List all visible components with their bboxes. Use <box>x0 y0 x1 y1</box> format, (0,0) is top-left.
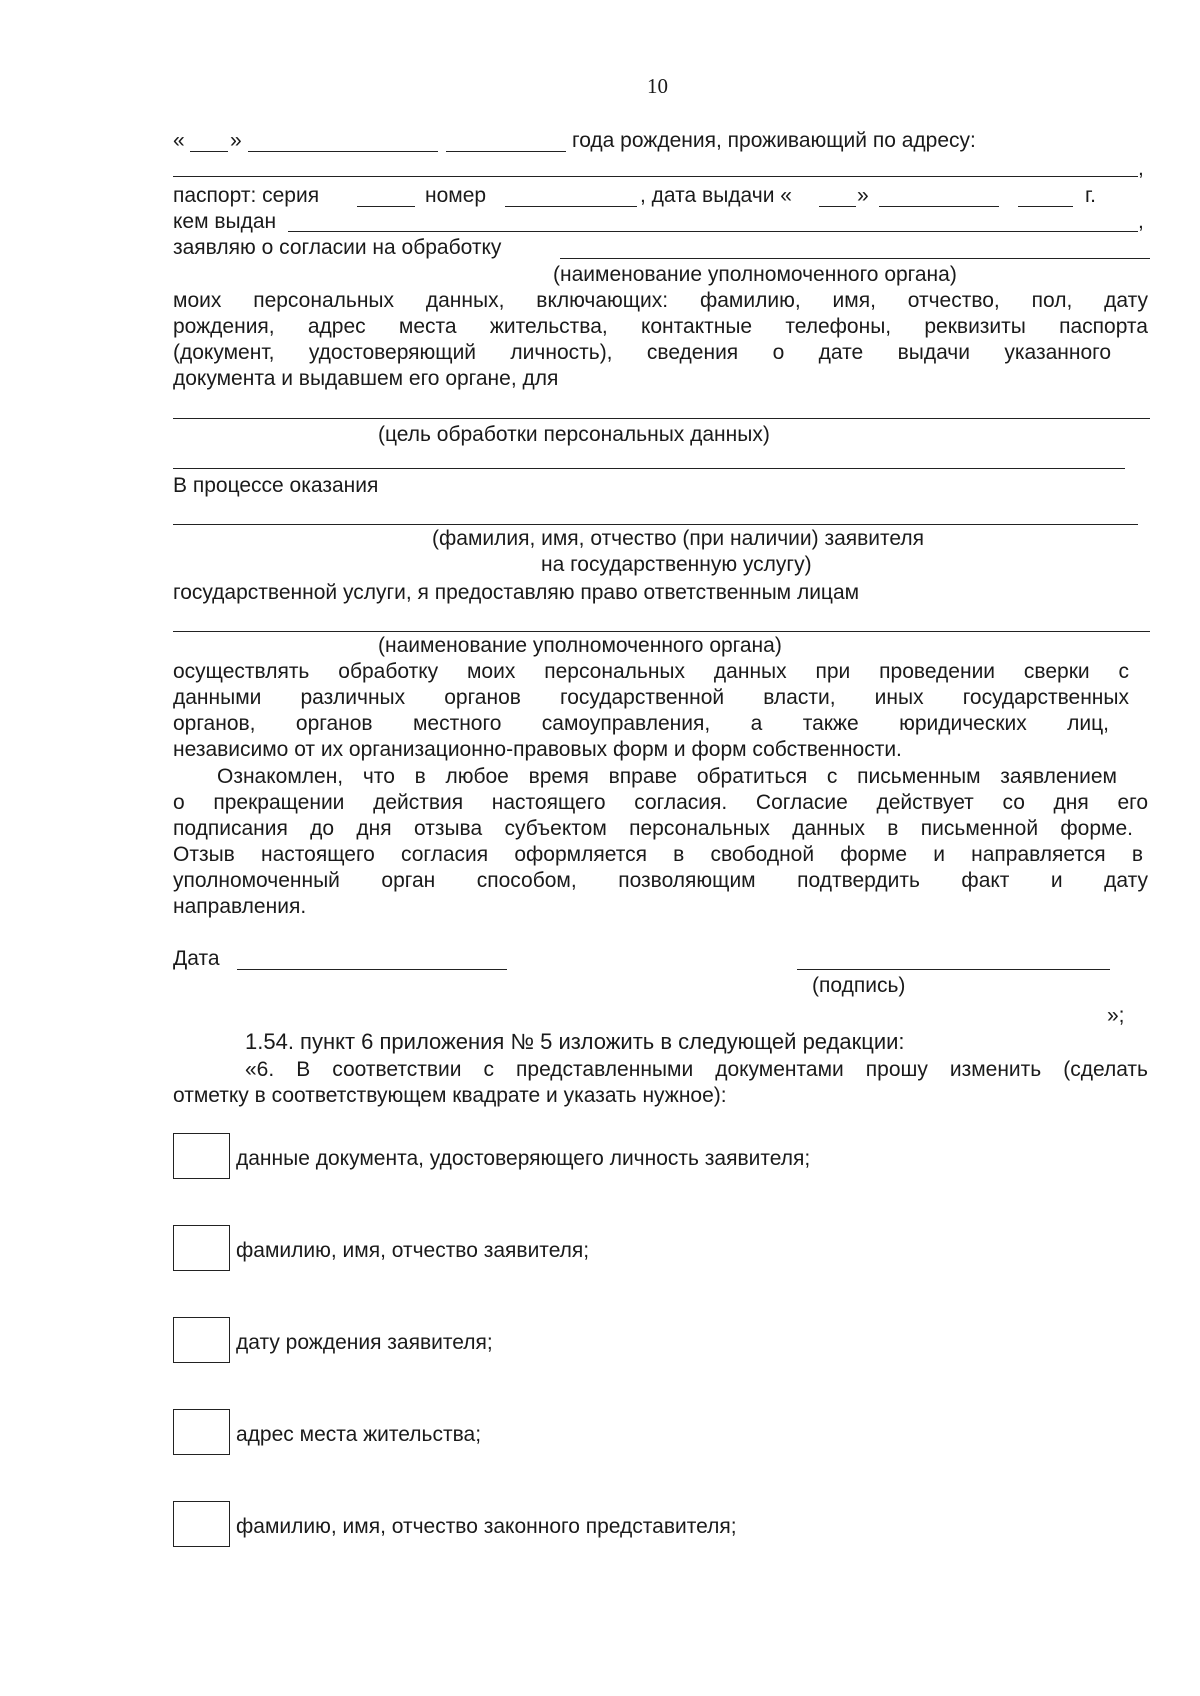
passport-number-line[interactable] <box>505 206 637 207</box>
option-label: фамилию, имя, отчество законного представителя; <box>236 1515 737 1538</box>
purpose-caption: (цель обработки персональных данных) <box>378 423 770 446</box>
amendment-intro-first: «6. В соответствии с представленными документами прошу изменить (сделать <box>245 1058 1148 1081</box>
paragraph3-last: направления. <box>173 895 307 918</box>
paragraph3-line: уполномоченный орган способом, позволяющим подтвердить факт и дату <box>173 869 1148 892</box>
birth-day-line[interactable] <box>190 151 228 152</box>
address-line[interactable] <box>173 176 1138 177</box>
issued-by-label: кем выдан <box>173 210 277 233</box>
amendment-intro-second: отметку в соответствующем квадрате и указать нужное): <box>173 1084 727 1107</box>
option-checkbox[interactable] <box>173 1225 230 1271</box>
issued-by-line[interactable] <box>288 231 1138 232</box>
paragraph1-last: документа и выдавшем его органе, для <box>173 367 559 390</box>
applicant-caption-1: (фамилия, имя, отчество (при наличии) заявителя <box>432 527 925 550</box>
birth-year-line[interactable] <box>446 151 566 152</box>
paragraph2-last: независимо от их организационно-правовых форм и форм собственности. <box>173 738 902 761</box>
applicant-caption-2: на государственную услугу) <box>541 553 812 576</box>
paragraph3-line: о прекращении действия настоящего согласия. Согласие действует со дня его <box>173 791 1148 814</box>
quote-close: » <box>230 129 242 152</box>
paragraph3-first: Ознакомлен, что в любое время вправе обратиться с письменным заявлением <box>217 765 1117 788</box>
purpose-line[interactable] <box>173 418 1150 419</box>
paragraph2-line: осуществлять обработку моих персональных данных при проведении сверки с <box>173 660 1129 683</box>
passport-series-line[interactable] <box>357 206 415 207</box>
authority-caption-1: (наименование уполномоченного органа) <box>553 263 957 286</box>
paragraph1-line: (документ, удостоверяющий личность), сведения о дате выдачи указанного <box>173 341 1111 364</box>
issued-by-comma: , <box>1138 210 1144 233</box>
quote-open: « <box>173 129 185 152</box>
birth-address-label: года рождения, проживающий по адресу: <box>572 129 976 152</box>
applicant-line[interactable] <box>173 524 1138 525</box>
passport-month-line[interactable] <box>879 206 999 207</box>
option-checkbox[interactable] <box>173 1409 230 1455</box>
authority-caption-2: (наименование уполномоченного органа) <box>378 634 782 657</box>
option-label: дату рождения заявителя; <box>236 1331 493 1354</box>
birth-month-line[interactable] <box>248 151 438 152</box>
state-service-line: государственной услуги, я предоставляю право ответственным лицам <box>173 581 860 604</box>
consent-statement: заявляю о согласии на обработку <box>173 236 502 259</box>
authority-line-2[interactable] <box>173 631 1150 632</box>
paragraph2-line: данными различных органов государственной власти, иных государственных <box>173 686 1129 709</box>
passport-number-label: номер <box>425 184 487 207</box>
date-label: Дата <box>173 947 220 970</box>
option-checkbox[interactable] <box>173 1133 230 1179</box>
passport-date-close: » <box>857 184 869 207</box>
option-label: адрес места жительства; <box>236 1423 482 1446</box>
option-label: данные документа, удостоверяющего личность заявителя; <box>236 1147 811 1170</box>
page-number: 10 <box>647 74 668 98</box>
paragraph2-line: органов, органов местного самоуправления, а также юридических лиц, <box>173 712 1109 735</box>
blank-line[interactable] <box>173 468 1125 469</box>
signature-caption: (подпись) <box>812 974 906 997</box>
passport-year-line[interactable] <box>1018 206 1073 207</box>
option-checkbox[interactable] <box>173 1317 230 1363</box>
paragraph3-line: подписания до дня отзыва субъектом персональных данных в письменной форме. <box>173 817 1133 840</box>
passport-date-label: , дата выдачи « <box>640 184 792 207</box>
in-process-label: В процессе оказания <box>173 474 379 497</box>
amendment-heading: 1.54. пункт 6 приложения № 5 изложить в следующей редакции: <box>245 1029 905 1054</box>
paragraph1-line: моих персональных данных, включающих: фамилию, имя, отчество, пол, дату <box>173 289 1148 312</box>
passport-series-label: паспорт: серия <box>173 184 320 207</box>
authority-line-1[interactable] <box>560 258 1150 259</box>
date-line[interactable] <box>237 969 507 970</box>
paragraph1-line: рождения, адрес места жительства, контактные телефоны, реквизиты паспорта <box>173 315 1148 338</box>
passport-year-label: г. <box>1085 184 1096 207</box>
closing-quote: »; <box>1107 1004 1125 1027</box>
option-label: фамилию, имя, отчество заявителя; <box>236 1239 590 1262</box>
option-checkbox[interactable] <box>173 1501 230 1547</box>
paragraph3-line: Отзыв настоящего согласия оформляется в свободной форме и направляется в <box>173 843 1143 866</box>
address-comma: , <box>1138 157 1144 180</box>
passport-day-line[interactable] <box>819 206 856 207</box>
signature-line[interactable] <box>797 969 1110 970</box>
